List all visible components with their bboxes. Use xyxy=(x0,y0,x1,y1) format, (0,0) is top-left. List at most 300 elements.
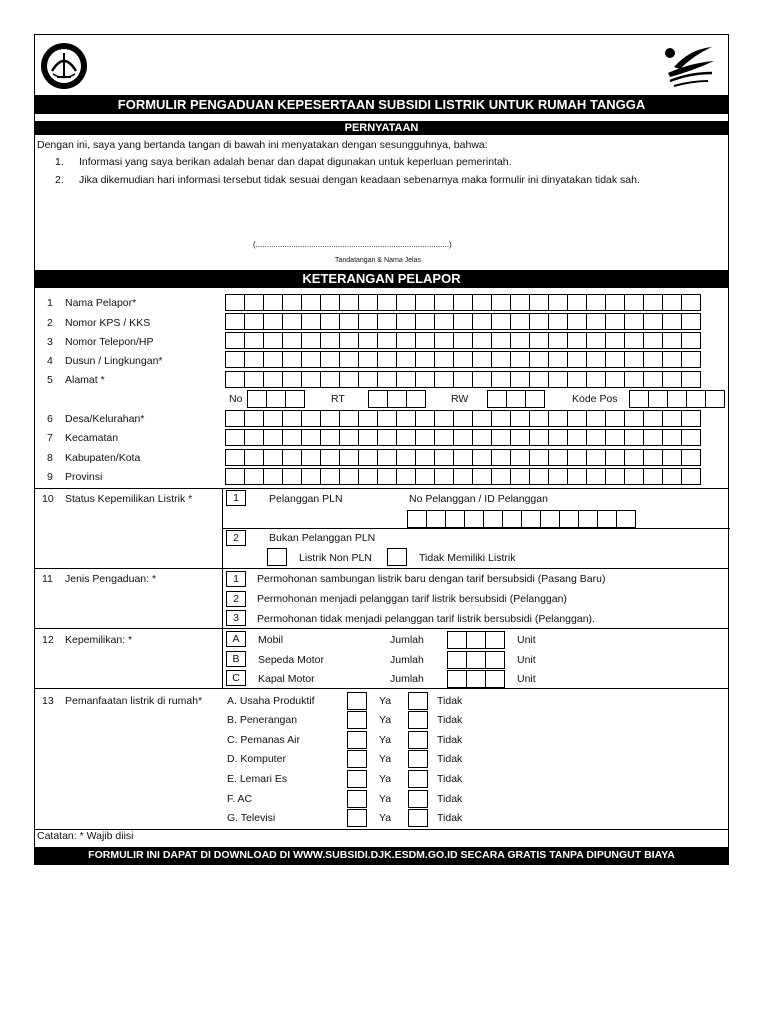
char-cell[interactable] xyxy=(339,410,359,427)
char-cell[interactable] xyxy=(225,371,245,388)
char-cell[interactable] xyxy=(529,332,549,349)
char-cell[interactable] xyxy=(282,429,302,446)
char-cell[interactable] xyxy=(377,371,397,388)
char-cell[interactable] xyxy=(662,429,682,446)
char-cell[interactable] xyxy=(434,371,454,388)
char-cell[interactable] xyxy=(586,371,606,388)
char-cell[interactable] xyxy=(624,313,644,330)
char-cell[interactable] xyxy=(225,429,245,446)
char-cell[interactable] xyxy=(453,351,473,368)
field-label-nomor-kps: Nomor KPS / KKS xyxy=(65,317,151,329)
char-cell[interactable] xyxy=(510,371,530,388)
char-cell[interactable] xyxy=(225,332,245,349)
char-cell[interactable] xyxy=(681,429,701,446)
char-cell[interactable] xyxy=(662,351,682,368)
char-cell[interactable] xyxy=(320,294,340,311)
char-cell[interactable] xyxy=(396,410,416,427)
jenis-option-code[interactable]: 3 xyxy=(226,610,246,626)
char-cell[interactable] xyxy=(521,510,541,528)
char-cell[interactable] xyxy=(529,449,549,466)
jumlah-mobil-input[interactable] xyxy=(447,631,504,649)
char-cell[interactable] xyxy=(282,294,302,311)
char-cell[interactable] xyxy=(624,332,644,349)
char-cell[interactable] xyxy=(320,371,340,388)
char-cell[interactable] xyxy=(320,332,340,349)
kepemilikan-code[interactable]: B xyxy=(226,651,246,667)
char-cell[interactable] xyxy=(320,429,340,446)
char-cell[interactable] xyxy=(396,351,416,368)
provinsi-input[interactable] xyxy=(225,468,700,485)
char-cell[interactable] xyxy=(396,371,416,388)
char-cell[interactable] xyxy=(472,468,492,485)
char-cell[interactable] xyxy=(358,468,378,485)
char-cell[interactable] xyxy=(301,429,321,446)
char-cell[interactable] xyxy=(597,510,617,528)
char-cell[interactable] xyxy=(605,294,625,311)
char-cell[interactable] xyxy=(567,468,587,485)
char-cell[interactable] xyxy=(491,410,511,427)
char-cell[interactable] xyxy=(472,294,492,311)
divider xyxy=(222,628,223,688)
char-cell[interactable] xyxy=(415,449,435,466)
char-cell[interactable] xyxy=(244,332,264,349)
char-cell[interactable] xyxy=(453,449,473,466)
desa-input[interactable] xyxy=(225,410,700,427)
char-cell[interactable] xyxy=(339,449,359,466)
char-cell[interactable] xyxy=(407,510,427,528)
char-cell[interactable] xyxy=(472,313,492,330)
char-cell[interactable] xyxy=(548,468,568,485)
char-cell[interactable] xyxy=(282,468,302,485)
char-cell[interactable] xyxy=(358,294,378,311)
char-cell[interactable] xyxy=(662,371,682,388)
char-cell[interactable] xyxy=(263,294,283,311)
char-cell[interactable] xyxy=(472,449,492,466)
char-cell[interactable] xyxy=(426,510,446,528)
char-cell[interactable] xyxy=(586,313,606,330)
char-cell[interactable] xyxy=(445,510,465,528)
char-cell[interactable] xyxy=(396,429,416,446)
char-cell[interactable] xyxy=(567,332,587,349)
char-cell[interactable] xyxy=(548,313,568,330)
char-cell[interactable] xyxy=(415,429,435,446)
char-cell[interactable] xyxy=(263,371,283,388)
char-cell[interactable] xyxy=(453,294,473,311)
char-cell[interactable] xyxy=(605,429,625,446)
char-cell[interactable] xyxy=(225,294,245,311)
char-cell[interactable] xyxy=(491,294,511,311)
char-cell[interactable] xyxy=(491,449,511,466)
char-cell[interactable] xyxy=(586,351,606,368)
char-cell[interactable] xyxy=(540,510,560,528)
char-cell[interactable] xyxy=(472,332,492,349)
char-cell[interactable] xyxy=(434,468,454,485)
char-cell[interactable] xyxy=(624,468,644,485)
listrik-non-pln-label: Listrik Non PLN xyxy=(299,552,372,564)
char-cell[interactable] xyxy=(643,468,663,485)
char-cell[interactable] xyxy=(434,449,454,466)
char-cell[interactable] xyxy=(624,371,644,388)
char-cell[interactable] xyxy=(434,351,454,368)
char-cell[interactable] xyxy=(339,313,359,330)
status-option-1-code[interactable]: 1 xyxy=(226,490,246,506)
listrik-non-pln-checkbox[interactable] xyxy=(267,548,287,566)
char-cell[interactable] xyxy=(377,332,397,349)
char-cell[interactable] xyxy=(282,351,302,368)
char-cell[interactable] xyxy=(244,351,264,368)
char-cell[interactable] xyxy=(263,468,283,485)
char-cell[interactable] xyxy=(567,294,587,311)
char-cell[interactable] xyxy=(396,449,416,466)
char-cell[interactable] xyxy=(434,313,454,330)
char-cell[interactable] xyxy=(605,410,625,427)
tidak-checkbox[interactable] xyxy=(408,809,428,827)
char-cell[interactable] xyxy=(643,313,663,330)
char-cell[interactable] xyxy=(662,410,682,427)
dusun-input[interactable] xyxy=(225,351,700,368)
char-cell[interactable] xyxy=(586,449,606,466)
char-cell[interactable] xyxy=(529,371,549,388)
ya-label: Ya xyxy=(379,714,392,726)
char-cell[interactable] xyxy=(586,294,606,311)
char-cell[interactable] xyxy=(453,410,473,427)
char-cell[interactable] xyxy=(244,313,264,330)
char-cell[interactable] xyxy=(548,332,568,349)
status-option-2-label: Bukan Pelanggan PLN xyxy=(269,532,376,544)
char-cell[interactable] xyxy=(578,510,598,528)
jenis-label: Jenis Pengaduan: * xyxy=(65,573,157,585)
char-cell[interactable] xyxy=(282,332,302,349)
char-cell[interactable] xyxy=(681,294,701,311)
char-cell[interactable] xyxy=(643,410,663,427)
tidak-label: Tidak xyxy=(437,695,463,707)
jumlah-label: Jumlah xyxy=(390,673,424,685)
char-cell[interactable] xyxy=(559,510,579,528)
kode-pos-input[interactable] xyxy=(629,390,724,408)
char-cell[interactable] xyxy=(339,351,359,368)
char-cell[interactable] xyxy=(483,510,503,528)
char-cell[interactable] xyxy=(453,371,473,388)
char-cell[interactable] xyxy=(320,449,340,466)
char-cell[interactable] xyxy=(510,313,530,330)
jenis-option-code[interactable]: 2 xyxy=(226,591,246,607)
char-cell[interactable] xyxy=(415,332,435,349)
char-cell[interactable] xyxy=(244,429,264,446)
char-cell[interactable] xyxy=(586,410,606,427)
char-cell[interactable] xyxy=(434,410,454,427)
ya-checkbox[interactable] xyxy=(347,711,367,729)
char-cell[interactable] xyxy=(415,468,435,485)
char-cell[interactable] xyxy=(643,449,663,466)
char-cell[interactable] xyxy=(415,351,435,368)
char-cell[interactable] xyxy=(358,313,378,330)
char-cell[interactable] xyxy=(472,410,492,427)
char-cell[interactable] xyxy=(225,313,245,330)
char-cell[interactable] xyxy=(396,468,416,485)
char-cell[interactable] xyxy=(624,449,644,466)
tidak-label: Tidak xyxy=(437,773,463,785)
char-cell[interactable] xyxy=(320,313,340,330)
char-cell[interactable] xyxy=(491,468,511,485)
char-cell[interactable] xyxy=(529,468,549,485)
char-cell[interactable] xyxy=(605,468,625,485)
char-cell[interactable] xyxy=(510,351,530,368)
char-cell[interactable] xyxy=(301,468,321,485)
char-cell[interactable] xyxy=(282,449,302,466)
char-cell[interactable] xyxy=(377,313,397,330)
ya-checkbox[interactable] xyxy=(347,809,367,827)
char-cell[interactable] xyxy=(643,371,663,388)
char-cell[interactable] xyxy=(681,351,701,368)
char-cell[interactable] xyxy=(681,332,701,349)
char-cell[interactable] xyxy=(681,313,701,330)
char-cell[interactable] xyxy=(339,429,359,446)
char-cell[interactable] xyxy=(263,351,283,368)
char-cell[interactable] xyxy=(244,468,264,485)
alamat-input[interactable] xyxy=(225,371,700,388)
char-cell[interactable] xyxy=(491,332,511,349)
char-cell[interactable] xyxy=(472,371,492,388)
char-cell[interactable] xyxy=(339,332,359,349)
char-cell[interactable] xyxy=(502,510,522,528)
char-cell[interactable] xyxy=(225,410,245,427)
char-cell[interactable] xyxy=(643,351,663,368)
char-cell[interactable] xyxy=(377,429,397,446)
char-cell[interactable] xyxy=(624,294,644,311)
char-cell[interactable] xyxy=(396,313,416,330)
char-cell[interactable] xyxy=(415,410,435,427)
char-cell[interactable] xyxy=(567,351,587,368)
ya-checkbox[interactable] xyxy=(347,790,367,808)
char-cell[interactable] xyxy=(567,313,587,330)
char-cell[interactable] xyxy=(434,429,454,446)
ya-checkbox[interactable] xyxy=(347,731,367,749)
char-cell[interactable] xyxy=(301,294,321,311)
address-rw-input[interactable] xyxy=(487,390,544,408)
char-cell[interactable] xyxy=(244,371,264,388)
kepemilikan-code[interactable]: A xyxy=(226,631,246,647)
char-cell[interactable] xyxy=(225,468,245,485)
char-cell[interactable] xyxy=(548,351,568,368)
char-cell[interactable] xyxy=(339,468,359,485)
char-cell[interactable] xyxy=(464,510,484,528)
char-cell[interactable] xyxy=(377,410,397,427)
char-cell[interactable] xyxy=(301,332,321,349)
char-cell[interactable] xyxy=(377,449,397,466)
char-cell[interactable] xyxy=(301,313,321,330)
char-cell[interactable] xyxy=(643,294,663,311)
char-cell[interactable] xyxy=(605,313,625,330)
signature-line[interactable]: (.......................................................................................) xyxy=(253,240,452,249)
char-cell[interactable] xyxy=(605,371,625,388)
ya-checkbox[interactable] xyxy=(347,692,367,710)
char-cell[interactable] xyxy=(548,410,568,427)
field-label-provinsi: Provinsi xyxy=(65,471,103,483)
char-cell[interactable] xyxy=(681,371,701,388)
char-cell[interactable] xyxy=(225,351,245,368)
char-cell[interactable] xyxy=(529,410,549,427)
char-cell[interactable] xyxy=(616,510,636,528)
char-cell[interactable] xyxy=(472,351,492,368)
char-cell[interactable] xyxy=(567,429,587,446)
char-cell[interactable] xyxy=(301,410,321,427)
char-cell[interactable] xyxy=(244,410,264,427)
char-cell[interactable] xyxy=(339,371,359,388)
char-cell[interactable] xyxy=(320,410,340,427)
char-cell[interactable] xyxy=(453,468,473,485)
kecamatan-input[interactable] xyxy=(225,429,700,446)
catatan-note: Catatan: * Wajib diisi xyxy=(37,830,134,842)
nomor-telepon-input[interactable] xyxy=(225,332,700,349)
char-cell[interactable] xyxy=(681,410,701,427)
char-cell[interactable] xyxy=(434,294,454,311)
char-cell[interactable] xyxy=(301,371,321,388)
char-cell[interactable] xyxy=(472,429,492,446)
char-cell[interactable] xyxy=(282,313,302,330)
char-cell[interactable] xyxy=(548,371,568,388)
char-cell[interactable] xyxy=(510,468,530,485)
status-option-2-code[interactable]: 2 xyxy=(226,530,246,546)
char-cell[interactable] xyxy=(662,449,682,466)
char-cell[interactable] xyxy=(358,410,378,427)
tidak-checkbox[interactable] xyxy=(408,711,428,729)
char-cell[interactable] xyxy=(415,371,435,388)
char-cell[interactable] xyxy=(662,313,682,330)
char-cell[interactable] xyxy=(263,332,283,349)
id-pelanggan-input[interactable] xyxy=(407,510,635,528)
divider xyxy=(35,488,728,489)
tidak-checkbox[interactable] xyxy=(408,731,428,749)
divider xyxy=(35,688,728,689)
jumlah-motor-input[interactable] xyxy=(447,651,504,669)
char-cell[interactable] xyxy=(377,294,397,311)
tidak-checkbox[interactable] xyxy=(408,750,428,768)
address-rt-input[interactable] xyxy=(368,390,425,408)
char-cell[interactable] xyxy=(605,332,625,349)
char-cell[interactable] xyxy=(453,332,473,349)
tidak-checkbox[interactable] xyxy=(408,692,428,710)
char-cell[interactable] xyxy=(567,410,587,427)
char-cell[interactable] xyxy=(548,449,568,466)
char-cell[interactable] xyxy=(529,351,549,368)
char-cell[interactable] xyxy=(510,410,530,427)
ya-checkbox[interactable] xyxy=(347,750,367,768)
address-no-input[interactable] xyxy=(247,390,304,408)
char-cell[interactable] xyxy=(662,332,682,349)
pemanfaatan-item: A. Usaha Produktif xyxy=(227,695,315,707)
char-cell[interactable] xyxy=(529,429,549,446)
char-cell[interactable] xyxy=(624,410,644,427)
jenis-option-code[interactable]: 1 xyxy=(226,571,246,587)
nomor-kps-input[interactable] xyxy=(225,313,700,330)
char-cell[interactable] xyxy=(358,429,378,446)
kabupaten-input[interactable] xyxy=(225,449,700,466)
char-cell[interactable] xyxy=(681,449,701,466)
field-number: 5 xyxy=(47,374,53,386)
char-cell[interactable] xyxy=(586,332,606,349)
char-cell[interactable] xyxy=(434,332,454,349)
char-cell[interactable] xyxy=(567,371,587,388)
char-cell[interactable] xyxy=(244,449,264,466)
char-cell[interactable] xyxy=(396,294,416,311)
char-cell[interactable] xyxy=(567,449,587,466)
char-cell[interactable] xyxy=(282,410,302,427)
char-cell[interactable] xyxy=(263,313,283,330)
tidak-memiliki-listrik-checkbox[interactable] xyxy=(387,548,407,566)
keterangan-heading: KETERANGAN PELAPOR xyxy=(35,270,728,288)
address-kodepos-label: Kode Pos xyxy=(572,393,618,405)
char-cell[interactable] xyxy=(662,294,682,311)
char-cell[interactable] xyxy=(225,449,245,466)
char-cell[interactable] xyxy=(453,313,473,330)
pemanfaatan-number: 13 xyxy=(42,695,54,707)
jumlah-kapal-input[interactable] xyxy=(447,670,504,688)
char-cell[interactable] xyxy=(624,429,644,446)
tidak-checkbox[interactable] xyxy=(408,790,428,808)
char-cell[interactable] xyxy=(643,332,663,349)
char-cell[interactable] xyxy=(396,332,416,349)
char-cell[interactable] xyxy=(358,449,378,466)
char-cell[interactable] xyxy=(605,449,625,466)
char-cell[interactable] xyxy=(263,429,283,446)
char-cell[interactable] xyxy=(358,371,378,388)
char-cell[interactable] xyxy=(662,468,682,485)
kepemilikan-code[interactable]: C xyxy=(226,670,246,686)
char-cell[interactable] xyxy=(681,468,701,485)
char-cell[interactable] xyxy=(358,332,378,349)
char-cell[interactable] xyxy=(453,429,473,446)
char-cell[interactable] xyxy=(529,313,549,330)
char-cell[interactable] xyxy=(624,351,644,368)
char-cell[interactable] xyxy=(586,468,606,485)
char-cell[interactable] xyxy=(510,449,530,466)
char-cell[interactable] xyxy=(510,429,530,446)
char-cell[interactable] xyxy=(491,429,511,446)
char-cell[interactable] xyxy=(586,429,606,446)
char-cell[interactable] xyxy=(339,294,359,311)
char-cell[interactable] xyxy=(320,351,340,368)
char-cell[interactable] xyxy=(377,468,397,485)
char-cell[interactable] xyxy=(415,313,435,330)
char-cell[interactable] xyxy=(358,351,378,368)
char-cell[interactable] xyxy=(491,371,511,388)
char-cell[interactable] xyxy=(643,429,663,446)
field-number: 8 xyxy=(47,452,53,464)
ya-label: Ya xyxy=(379,753,392,765)
char-cell[interactable] xyxy=(548,294,568,311)
char-cell[interactable] xyxy=(605,351,625,368)
ya-checkbox[interactable] xyxy=(347,770,367,788)
char-cell[interactable] xyxy=(320,468,340,485)
char-cell[interactable] xyxy=(301,449,321,466)
tidak-checkbox[interactable] xyxy=(408,770,428,788)
char-cell[interactable] xyxy=(244,294,264,311)
char-cell[interactable] xyxy=(282,371,302,388)
nama-pelapor-input[interactable] xyxy=(225,294,700,311)
char-cell[interactable] xyxy=(491,313,511,330)
char-cell[interactable] xyxy=(510,332,530,349)
char-cell[interactable] xyxy=(529,294,549,311)
char-cell[interactable] xyxy=(491,351,511,368)
char-cell[interactable] xyxy=(263,449,283,466)
char-cell[interactable] xyxy=(263,410,283,427)
char-cell[interactable] xyxy=(377,351,397,368)
field-number: 1 xyxy=(47,297,53,309)
char-cell[interactable] xyxy=(415,294,435,311)
char-cell[interactable] xyxy=(301,351,321,368)
char-cell[interactable] xyxy=(510,294,530,311)
char-cell[interactable] xyxy=(548,429,568,446)
